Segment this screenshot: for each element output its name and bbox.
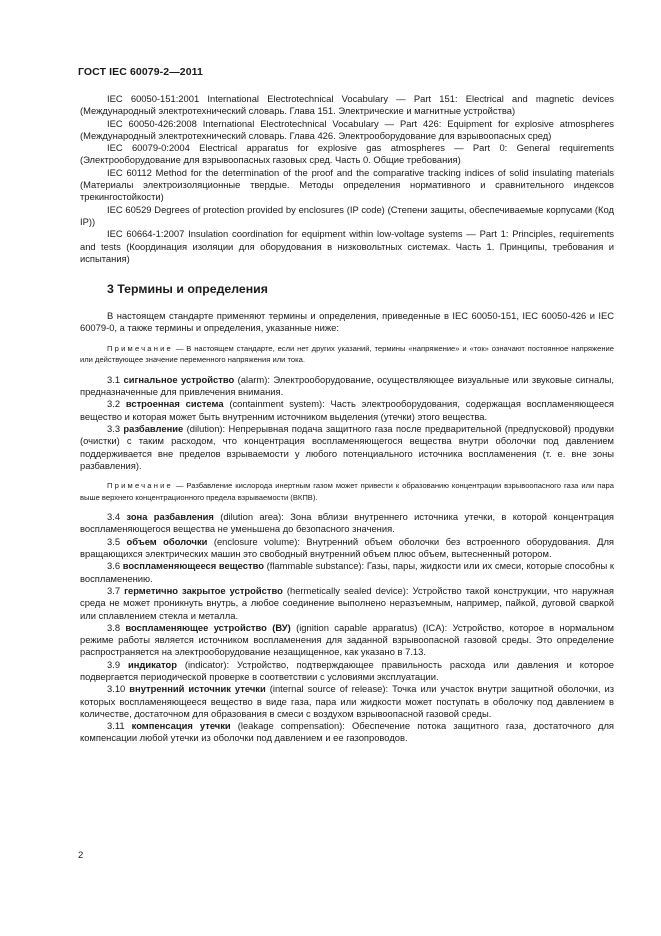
page-number: 2 xyxy=(78,850,84,861)
term-number: 3.10 xyxy=(107,683,126,695)
reference-item: IEC 60050-426:2008 International Electrotechnical Vocabulary — Part 426: Equipment for explosive atmospheres (Международный электротехнический словарь. Глава 426. Электрооборудование для взрывоопасных сред) xyxy=(80,117,614,141)
note-label: Примечание xyxy=(107,343,173,353)
term-name: разбавление xyxy=(123,422,184,434)
term-number: 3.6 xyxy=(107,560,121,572)
term-name: внутренний источник утечки xyxy=(129,683,266,695)
term-definition xyxy=(80,511,614,536)
note-paragraph xyxy=(80,480,614,503)
reference-item: IEC 60664-1:2007 Insulation coordination for equipment within low-voltage systems — Part 1: Principles, requirements and tests (Координация изоляции для оборудования в низковольтных системах. Часть 1. Принципы, требования и испытания) xyxy=(80,228,614,264)
term-number: 3.9 xyxy=(107,658,121,670)
term-number: 3.2 xyxy=(107,398,121,410)
term-text: (hermetically sealed device): Устройство такой конструкции, что наружная среда не может проникнуть внутрь, а любое соединение выполнено неразъемным, например, пайкой, дуговой сваркой или сплавлением стекла и металла. xyxy=(80,584,614,621)
term-definition xyxy=(80,659,614,684)
terms-list xyxy=(80,374,614,472)
term-definition xyxy=(80,374,614,399)
term-number: 3.1 xyxy=(107,373,121,385)
term-name: индикатор xyxy=(127,658,177,670)
term-text: (ignition capable apparatus) (ICA): Устройство, которое в нормальном режиме работы является источником воспламенения для заданной взрывоопасной газовой среды. Это определение распространяется на электрооборудование незащищенное, как указано в 7.13. xyxy=(80,621,614,658)
term-text: (alarm): Электрооборудование, осуществляющее визуальные или звуковые сигналы, предназначенные для привлечения внимания. xyxy=(80,373,615,398)
term-name: воспламеняющее устройство (ВУ) xyxy=(125,621,291,633)
term-definition xyxy=(80,683,614,720)
term-name: зона разбавления xyxy=(126,511,214,523)
term-definition xyxy=(80,423,614,472)
term-definition xyxy=(80,536,614,561)
term-definition xyxy=(80,622,614,659)
reference-item: IEC 60079-0:2004 Electrical apparatus for explosive gas atmospheres — Part 0: General requirements (Электрооборудование для взрывоопасных газовых сред. Часть 0. Общие требования) xyxy=(80,142,614,166)
term-text: (leakage compensation): Обеспечение потока защитного газа, достаточного для компенсации любой утечки из оболочки под давлением и ее газопроводов. xyxy=(80,720,614,744)
term-definition xyxy=(80,560,614,585)
term-name: объем оболочки xyxy=(126,535,208,547)
reference-item: IEC 60050-151:2001 International Electrotechnical Vocabulary — Part 151: Electrical and magnetic devices (Международный электротехнический словарь. Глава 151. Электрические и магнитные устройства) xyxy=(80,93,614,117)
term-name: герметично закрытое устройство xyxy=(124,584,283,596)
term-number: 3.4 xyxy=(107,511,121,523)
section-intro: В настоящем стандарте применяют термины и определения, приведенные в IEC 60050-151, IEC 60050-426 и IEC 60079-0, а также термины и определения, указанные ниже: xyxy=(80,310,614,334)
term-number: 3.11 xyxy=(107,720,125,732)
term-text: (internal source of release): Точка или участок внутри защитной оболочки, из которых воспламеняющееся вещество в виде газа, пара или жидкости может поступать в оболочку под давлением в количестве, достаточном для образования в смеси с воздухом взрывоопасной газовой среды. xyxy=(80,683,614,719)
note-text: — Разбавление кислорода инертным газом может привести к образованию концентрации взрывоопасного газа или пара выше верхнего концентрационного предела взрываемости (ВКПВ). xyxy=(80,481,614,502)
references-list xyxy=(80,93,614,265)
note-text: — В настоящем стандарте, если нет других указаний, термины «напряжение» и «ток» означают постоянное напряжение или действующее значение переменного напряжения или тока. xyxy=(80,343,614,365)
term-definition xyxy=(80,398,614,423)
term-number: 3.7 xyxy=(107,584,121,596)
term-text: (dilution area): Зона вблизи внутреннего источника утечки, в которой концентрация воспламеняющегося вещества не уменьшена до безопасного значения. xyxy=(80,511,615,535)
term-number: 3.5 xyxy=(107,535,121,547)
term-name: воспламеняющееся вещество xyxy=(122,560,264,572)
term-name: сигнальное устройство xyxy=(123,373,235,385)
note-paragraph xyxy=(80,343,614,366)
term-text: (dilution): Непрерывная подача защитного газа после предварительной (предпусковой) продувки (очистки) с таким расходом, что концентрация воспламеняющегося вещества внутри оболочки под давлением поддерживается вне пределов взрываемости у любого потенциального источника воспламенения (т. е. вне зоны разбавления). xyxy=(80,422,614,471)
term-name: встроенная система xyxy=(125,398,224,410)
term-definition xyxy=(80,720,614,745)
term-text: (enclosure volume): Внутренний объем оболочки без встроенного оборудования. Для вращающихся электрических машин это свободный внутренний объем плюс объем, вытесненный ротором. xyxy=(80,535,614,560)
term-text: (containment system): Часть электрооборудования, содержащая воспламеняющееся вещество и которая может быть внутренним источником выделения (утечки) этого вещества. xyxy=(80,398,615,422)
term-number: 3.3 xyxy=(107,422,121,434)
term-text: (flammable substance): Газы, пары, жидкости или их смеси, которые способны к воспламенению. xyxy=(80,560,614,584)
term-definition xyxy=(80,585,614,622)
note-label: Примечание xyxy=(107,481,173,491)
document-header: ГОСТ IEC 60079-2—2011 xyxy=(78,66,203,78)
term-text: (indicator): Устройство, подтверждающее правильность расхода или давления и которое подвергается периодической проверке в соответствии с условиями эксплуатации. xyxy=(80,658,614,682)
terms-list xyxy=(80,511,614,745)
section-heading: 3 Термины и определения xyxy=(107,282,268,297)
term-number: 3.8 xyxy=(107,621,121,633)
term-name: компенсация утечки xyxy=(131,720,231,732)
page-content xyxy=(80,93,614,745)
reference-item: IEC 60112 Method for the determination of the proof and the comparative tracking indices of solid insulating materials (Материалы электроизоляционные твердые. Методы определения нормативного и сравнительного индексов трекингостойкости) xyxy=(80,166,614,203)
reference-item: IEC 60529 Degrees of protection provided by enclosures (IP code) (Степени защиты, обеспечиваемые корпусами (Код IP)) xyxy=(80,203,614,227)
